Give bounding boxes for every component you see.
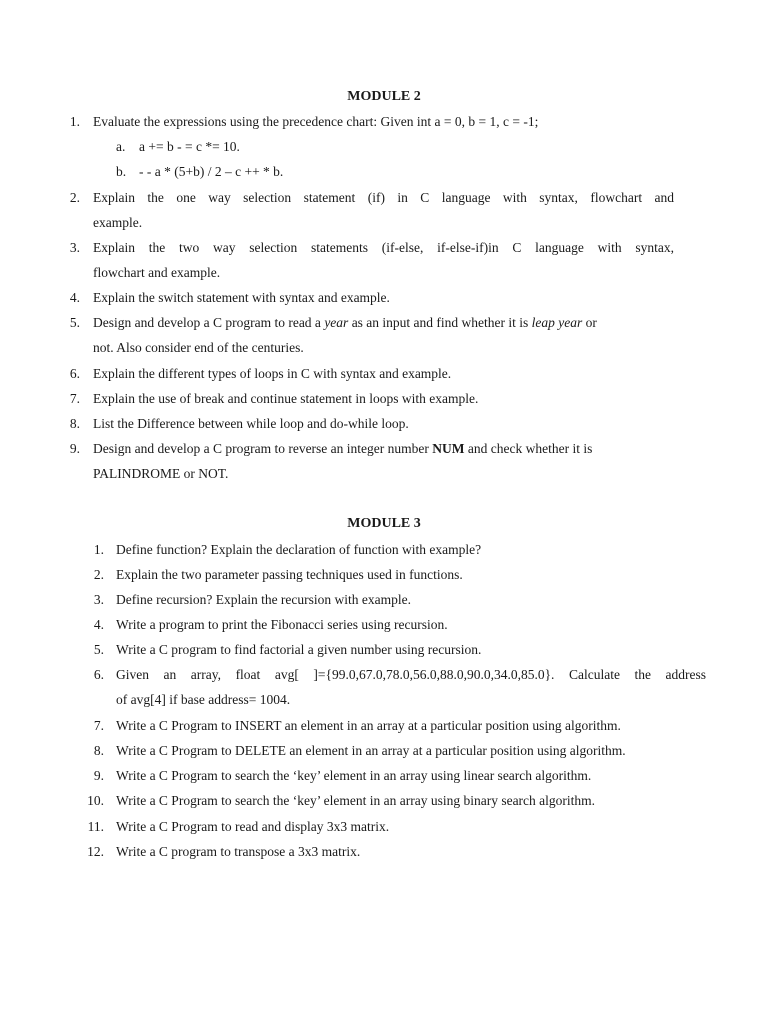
question-number: 7.	[69, 391, 80, 406]
question-number: 1.	[93, 542, 104, 557]
module-3-heading: MODULE 3	[347, 516, 421, 531]
question-number: 8.	[93, 743, 104, 758]
question-text: Write a C Program to DELETE an element in an array at a particular position using algorithm.	[116, 743, 626, 758]
question-number: 2.	[69, 190, 80, 205]
sub-letter: b.	[116, 164, 127, 179]
question-text-line-1: Given an array, float avg[ ]={99.0,67.0,78.0,56.0,88.0,90.0,34.0,85.0}. Calculate the address	[116, 667, 706, 682]
question-number: 9.	[69, 441, 80, 456]
question-text: Define recursion? Explain the recursion with example.	[116, 592, 412, 607]
question-number: 2.	[93, 567, 104, 582]
sub-expression: a += b - = c *= 10.	[139, 139, 240, 154]
question-text-line-2: flowchart and example.	[93, 265, 221, 280]
question-1-sub-b	[0, 159, 768, 184]
question-number: 6.	[93, 667, 104, 682]
question-number: 1.	[69, 114, 80, 129]
module-2-heading: MODULE 2	[347, 89, 421, 104]
question-text: Write a C program to find factorial a given number using recursion.	[116, 642, 482, 657]
question-text: Write a C program to transpose a 3x3 matrix.	[116, 844, 361, 859]
question-text-line-2: PALINDROME or NOT.	[93, 466, 229, 481]
question-text-line-2: not. Also consider end of the centuries.	[93, 340, 304, 355]
question-text: List the Difference between while loop and do-while loop.	[93, 416, 409, 431]
question-text: Evaluate the expressions using the precedence chart: Given int a = 0, b = 1, c = -1;	[93, 114, 539, 129]
text-segment: as an input and find whether it is	[348, 315, 532, 330]
question-text-line-1	[93, 436, 674, 461]
question-text: Define function? Explain the declaration of function with example?	[116, 542, 482, 557]
question-number: 9.	[93, 768, 104, 783]
text-segment: or	[582, 315, 597, 330]
question-number: 10.	[87, 793, 104, 808]
text-segment: Design and develop a C program to read a	[93, 315, 325, 330]
question-text: Explain the two parameter passing techniques used in functions.	[116, 567, 463, 582]
question-text: Explain the use of break and continue statement in loops with example.	[93, 391, 479, 406]
question-text: Explain the switch statement with syntax and example.	[93, 290, 390, 305]
bold-num: NUM	[432, 441, 465, 456]
question-text: Explain the different types of loops in C with syntax and example.	[93, 366, 452, 381]
question-number: 12.	[87, 844, 104, 859]
sub-expression: - - a * (5+b) / 2 – c ++ * b.	[139, 164, 284, 179]
question-number: 3.	[93, 592, 104, 607]
question-text-line-2: example.	[93, 215, 143, 230]
question-number: 5.	[69, 315, 80, 330]
question-number: 7.	[93, 718, 104, 733]
question-text: Write a C Program to read and display 3x3 matrix.	[116, 819, 390, 834]
question-number: 8.	[69, 416, 80, 431]
question-number: 11.	[87, 819, 104, 834]
question-text-line-1	[93, 310, 674, 335]
emphasis-year: year	[324, 315, 349, 330]
question-text: Write a program to print the Fibonacci series using recursion.	[116, 617, 448, 632]
question-text: Write a C Program to search the ‘key’ element in an array using linear search algorithm.	[116, 768, 592, 783]
question-number: 3.	[69, 240, 80, 255]
question-text-line-1: Explain the one way selection statement (if) in C language with syntax, flowchart and	[93, 190, 674, 205]
text-segment: and check whether it is	[464, 441, 593, 456]
sub-letter: a.	[116, 139, 126, 154]
question-text: Write a C Program to search the ‘key’ element in an array using binary search algorithm.	[116, 793, 596, 808]
question-text: Write a C Program to INSERT an element in an array at a particular position using algorithm.	[116, 718, 621, 733]
question-text-line-1: Explain the two way selection statements (if-else, if-else-if)in C language with syntax,	[93, 240, 674, 255]
question-number: 4.	[93, 617, 104, 632]
question-1-sub-a	[0, 134, 768, 159]
question-number: 5.	[93, 642, 104, 657]
question-number: 4.	[69, 290, 80, 305]
emphasis-leap-year: leap year	[531, 315, 583, 330]
text-segment: Design and develop a C program to reverse an integer number	[93, 441, 433, 456]
question-text-line-2: of avg[4] if base address= 1004.	[116, 692, 291, 707]
question-number: 6.	[69, 366, 80, 381]
